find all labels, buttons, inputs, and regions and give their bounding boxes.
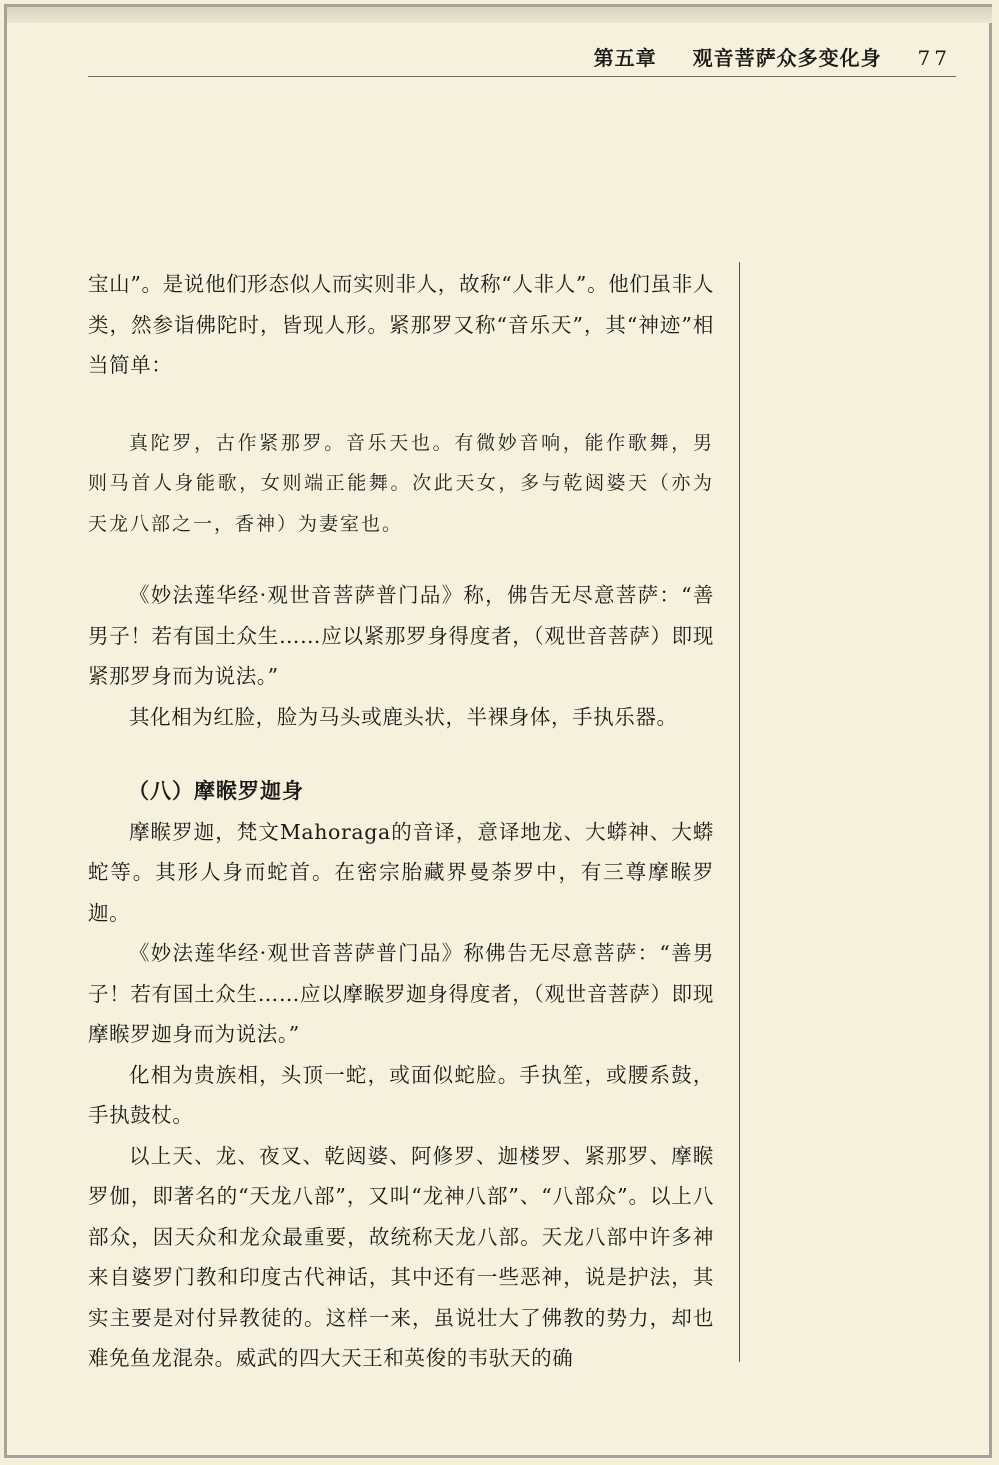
margin-rule [739, 262, 740, 1362]
paragraph-5: 《妙法莲华经·观世音菩萨普门品》称佛告无尽意菩萨：“善男子！若有国土众生……应以摩睺罗迦身得度者，（观世音菩萨）即现摩睺罗迦身而为说法。” [88, 941, 714, 1046]
chapter-label: 第五章 [593, 46, 657, 70]
spacer [88, 544, 714, 575]
paragraph-3: 其化相为红脸，脸为马头或鹿头状，半裸身体，手执乐器。 [129, 704, 678, 729]
header-rule [88, 76, 956, 77]
page-number: 77 [917, 46, 951, 70]
chapter-title: 观音菩萨众多变化身 [692, 46, 882, 70]
spacer [88, 737, 714, 771]
running-head [594, 42, 951, 71]
spacer [88, 386, 714, 423]
section-heading: （八）摩睺罗迦身 [128, 779, 304, 803]
quoted-passage: 真陀罗，古作紧那罗。音乐天也。有微妙音响，能作歌舞，男则马首人身能歌，女则端正能舞。次此天女，多与乾闼婆天（亦为天龙八部之一，香神）为妻室也。 [88, 431, 714, 535]
paragraph-2: 《妙法莲华经·观世音菩萨普门品》称，佛告无尽意菩萨：“善男子！若有国土众生……应以紧那罗身得度者，（观世音菩萨）即现紧那罗身而为说法。” [88, 583, 714, 688]
paragraph-7: 以上天、龙、夜叉、乾闼婆、阿修罗、迦楼罗、紧那罗、摩睺罗伽，即著名的“天龙八部”，又叫“龙神八部”、“八部众”。以上八部众，因天众和龙众最重要，故统称天龙八部。天龙八部中许多神来自婆罗门教和印度古代神话，其中还有一些恶神，说是护法，其实主要是对付异教徒的。这样一来，虽说壮大了佛教的势力，却也难免鱼龙混杂。威武的四大天王和英俊的韦驮天的确 [88, 1143, 714, 1370]
body-text [88, 264, 714, 1379]
paragraph-4: 摩睺罗迦，梵文Mahoraga的音译，意译地龙、大蟒神、大蟒蛇等。其形人身而蛇首。在密宗胎藏界曼荼罗中，有三尊摩睺罗迦。 [88, 819, 714, 925]
paragraph-6: 化相为贵族相，头顶一蛇，或面似蛇脸。手执笙，或腰系鼓，手执鼓杖。 [88, 1062, 714, 1127]
header-band [7, 7, 992, 23]
paragraph-1: 宝山”。是说他们形态似人而实则非人，故称“人非人”。他们虽非人类，然参诣佛陀时，皆现人形。紧那罗又称“音乐天”，其“神迹”相当简单： [88, 272, 714, 377]
